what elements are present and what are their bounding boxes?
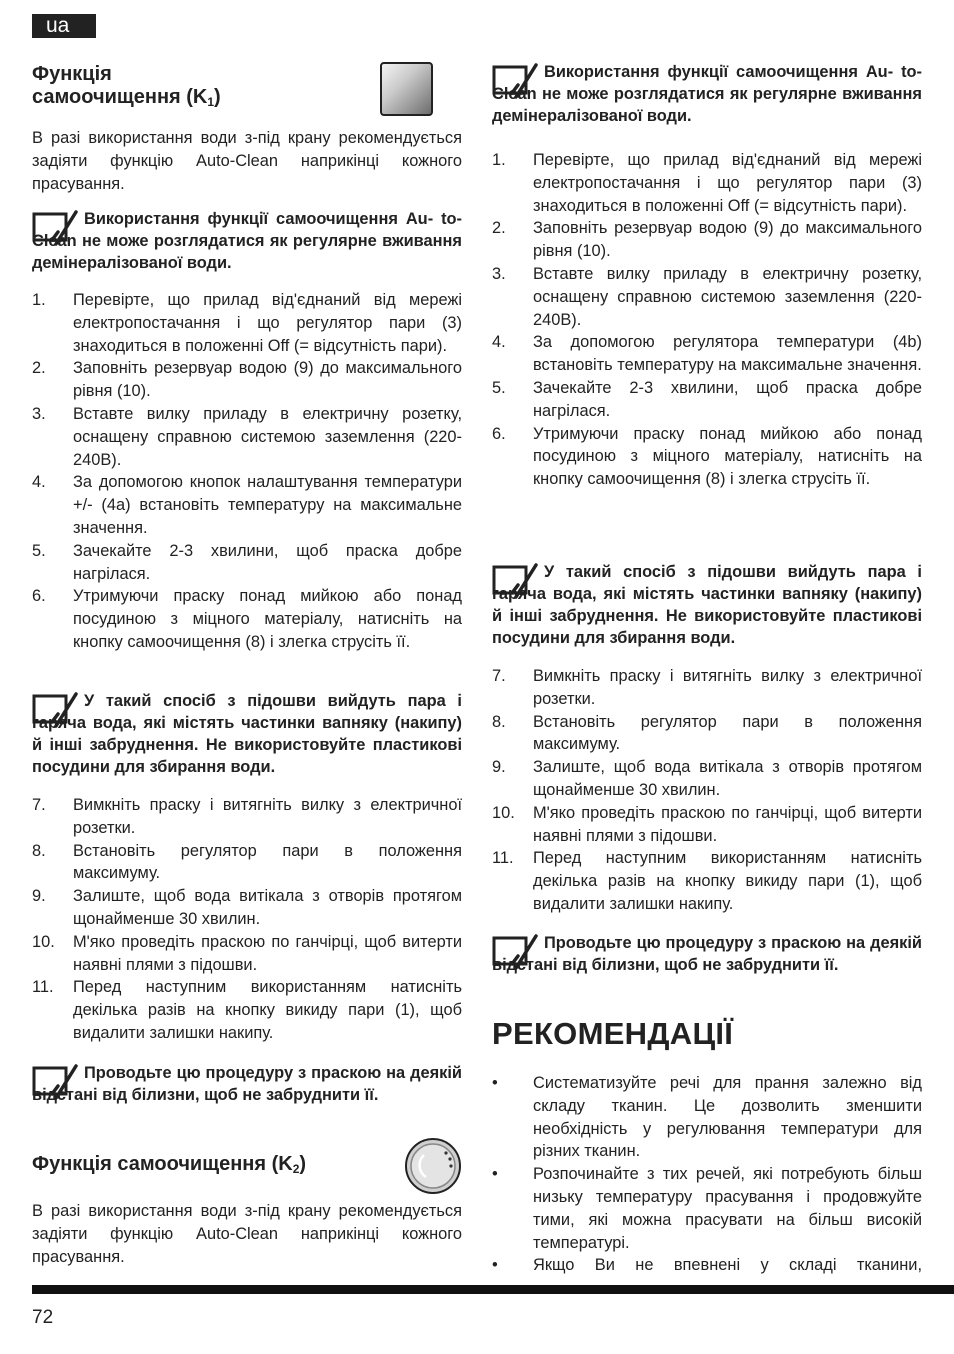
note-distance-text: Проводьте цю процедуру з праскою на деякій відстані від білизни, щоб не забруднити її. <box>32 1064 462 1104</box>
step-number: 10. <box>492 803 515 822</box>
k1-steps-list-a <box>32 289 462 654</box>
k2-intro-paragraph: В разі використання води з-під крану рекомендується задіяти функцію Auto-Clean наприкінці кожного прасування. <box>32 1202 462 1266</box>
bullet-text: Систематизуйте речі для прання залежно від складу тканин. Це дозволить зменшити необхідність у регулювання температури для різних тканин. <box>533 1074 922 1161</box>
k1-title-line2: самоочищення (K <box>32 86 208 108</box>
recommendations-title: РЕКОМЕНДАЦІЇ <box>492 1016 734 1051</box>
list-item <box>492 802 922 848</box>
list-item <box>492 263 922 331</box>
step-number: 4. <box>32 473 46 492</box>
list-item <box>32 585 462 653</box>
step-number: 8. <box>492 712 506 731</box>
k1-subscript: 1 <box>207 95 215 109</box>
list-item <box>32 403 462 471</box>
step-text: Встановіть регулятор пари в положення максимуму. <box>73 841 462 883</box>
step-number: 2. <box>492 219 506 238</box>
step-text: Зачекайте 2-3 хвилини, щоб праска добре нагрілася. <box>73 541 462 583</box>
step-number: 8. <box>32 841 46 860</box>
k1-title-line1: Функція <box>32 63 112 85</box>
list-item <box>32 976 462 1044</box>
step-number: 4. <box>492 333 506 352</box>
step-number: 11. <box>32 978 54 997</box>
step-number: 5. <box>32 541 46 560</box>
note-check-icon <box>492 563 538 599</box>
list-item <box>32 931 462 977</box>
k2-section-title <box>32 1153 306 1181</box>
list-item <box>32 540 462 586</box>
bullet-text: Розпочинайте з тих речей, які потребують більш низьку температуру прасування і продовжуйте тими, які можна прасувати на більш високій температурі. <box>533 1165 922 1252</box>
note-autoclean-right <box>492 61 922 127</box>
step-text: Перевірте, що прилад від'єднаний від мережі електропостачання і що регулятор пари (3) знаходиться в положенні Off (= відсутність пари). <box>533 151 922 215</box>
list-item <box>32 471 462 539</box>
k1-section-title <box>32 63 221 114</box>
note-check-icon <box>492 934 538 970</box>
self-clean-k2-knob-icon <box>404 1137 462 1195</box>
step-number: 2. <box>32 359 46 378</box>
recommendations-list <box>492 1072 922 1277</box>
list-item <box>492 756 922 802</box>
bullet-text: Якщо Ви не впевнені у складі тканини, <box>533 1256 922 1275</box>
list-item <box>492 149 922 217</box>
page-number: 72 <box>32 1307 54 1328</box>
note-steam-right <box>492 561 922 649</box>
step-text: Зачекайте 2-3 хвилини, щоб праска добре нагрілася. <box>533 378 922 420</box>
step-number: 3. <box>32 404 46 423</box>
list-item <box>492 217 922 263</box>
k2-steps-list-a <box>492 149 922 491</box>
note-check-icon <box>492 63 538 99</box>
note-distance-left <box>32 1062 462 1106</box>
step-text: Перед наступним використанням натисніть декілька разів на кнопку викиду пари (1), щоб видалити залишки накипу. <box>533 849 922 913</box>
k2-subscript: 2 <box>292 1162 300 1176</box>
note-autoclean-text: Використання функції самоочищення Au- to-Clean не може розглядатися як регулярне вживання демінералізованої води. <box>492 63 922 125</box>
k2-steps-list-b <box>492 665 922 916</box>
note-autoclean-text: Використання функції самоочищення Au- to-Clean не може розглядатися як регулярне вживання демінералізованої води. <box>32 210 462 272</box>
step-text: Утримуючи праску понад мийкою або понад посудиною з міцного матеріалу, натисніть на кнопку самоочищення (8) і злегка струсіть її. <box>73 587 462 651</box>
note-check-icon <box>32 692 78 728</box>
note-check-icon <box>32 210 78 246</box>
list-item <box>492 1072 922 1163</box>
step-number: 9. <box>492 758 506 777</box>
list-item <box>492 1163 922 1254</box>
k1-steps-list-b <box>32 794 462 1045</box>
list-item <box>492 331 922 377</box>
list-item <box>492 847 922 915</box>
step-number: 6. <box>492 424 506 443</box>
step-number: 10. <box>32 932 55 951</box>
footer-rule <box>32 1285 954 1294</box>
step-number: 11. <box>492 849 514 868</box>
step-text: Перевірте, що прилад від'єднаний від мережі електропостачання і що регулятор пари (3) знаходиться в положенні Off (= відсутність пари). <box>73 291 462 355</box>
step-text: М'яко проведіть праскою по ганчірці, щоб витерти наявні плями з підошви. <box>73 932 462 974</box>
note-autoclean-left <box>32 208 462 274</box>
list-item <box>32 289 462 357</box>
note-steam-text: У такий спосіб з підошви вийдуть пара і гаряча вода, які містять частинки вапняку (накипу) й інші забруднення. Не використовуйте пластикові посудини для збирання води. <box>32 692 462 776</box>
step-text: Вимкніть праску і витягніть вилку з електричної розетки. <box>73 796 462 837</box>
self-clean-k1-icon <box>380 62 433 116</box>
list-item <box>32 357 462 403</box>
step-number: 3. <box>492 264 506 283</box>
step-number: 9. <box>32 887 46 906</box>
step-text: Перед наступним використанням натисніть декілька разів на кнопку викиду пари (1), щоб видалити залишки накипу. <box>73 978 462 1042</box>
step-number: 7. <box>492 667 506 685</box>
step-text: Заповніть резервуар водою (9) до максимального рівня (10). <box>73 359 462 401</box>
list-item <box>492 1254 922 1277</box>
k2-title-close: ) <box>299 1153 307 1175</box>
step-text: Встановіть регулятор пари в положення максимуму. <box>533 712 922 754</box>
step-text: За допомогою регулятора температури (4b) встановіть температуру на максимальне значення. <box>533 333 922 375</box>
step-number: 1. <box>492 151 506 169</box>
step-text: Залиште, щоб вода витікала з отворів протягом щонайменше 30 хвилин. <box>533 758 922 799</box>
step-text: Вставте вилку приладу в електричну розетку, оснащену справною системою заземлення (220-240В). <box>533 264 922 329</box>
step-text: М'яко проведіть праскою по ганчірці, щоб витерти наявні плями з підошви. <box>533 803 922 845</box>
note-steam-text: У такий спосіб з підошви вийдуть пара і гаряча вода, які містять частинки вапняку (накипу) й інші забруднення. Не використовуйте пластикові посудини для збирання води. <box>492 563 922 647</box>
step-number: 1. <box>32 291 46 309</box>
step-number: 5. <box>492 378 506 397</box>
step-number: 6. <box>32 587 46 606</box>
k1-intro-paragraph: В разі використання води з-під крану рекомендується задіяти функцію Auto-Clean наприкінці кожного прасування. <box>32 129 462 193</box>
list-item <box>492 423 922 491</box>
bullet-mark: • <box>492 1165 498 1184</box>
k2-title-text: Функція самоочищення (K <box>32 1153 293 1175</box>
step-text: Вставте вилку приладу в електричну розетку, оснащену справною системою заземлення (220-240В). <box>73 404 462 469</box>
step-text: Залиште, щоб вода витікала з отворів протягом щонайменше 30 хвилин. <box>73 887 462 928</box>
bullet-mark: • <box>492 1256 498 1275</box>
language-tab: ua <box>32 14 96 38</box>
note-check-icon <box>32 1064 78 1100</box>
list-item <box>32 840 462 886</box>
step-number: 7. <box>32 796 46 814</box>
bullet-mark: • <box>492 1074 498 1092</box>
note-steam-left <box>32 690 462 778</box>
list-item <box>32 885 462 931</box>
k1-title-close: ) <box>214 86 221 108</box>
step-text: За допомогою кнопок налаштування температури +/- (4a) встановіть температуру на максимальне значення. <box>73 473 462 537</box>
note-distance-right <box>492 932 922 976</box>
list-item <box>492 711 922 757</box>
note-distance-text: Проводьте цю процедуру з праскою на деякій відстані від білизни, щоб не забруднити її. <box>492 934 922 974</box>
step-text: Вимкніть праску і витягніть вилку з електричної розетки. <box>533 667 922 708</box>
step-text: Заповніть резервуар водою (9) до максимального рівня (10). <box>533 219 922 261</box>
list-item <box>492 665 922 711</box>
list-item <box>492 377 922 423</box>
step-text: Утримуючи праску понад мийкою або понад посудиною з міцного матеріалу, натисніть на кнопку самоочищення (8) і злегка струсіть її. <box>533 424 922 489</box>
list-item <box>32 794 462 840</box>
